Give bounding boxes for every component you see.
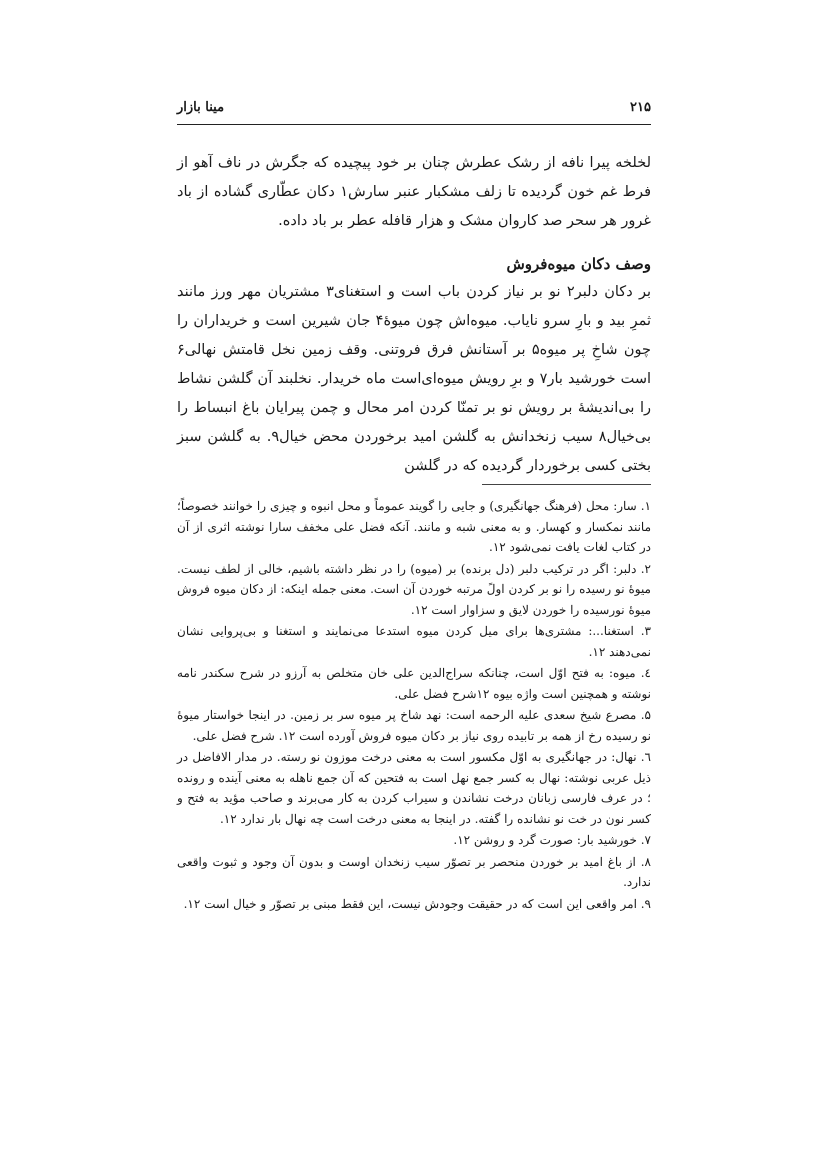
footnote-8: ۸. از باغ امید بر خوردن منحصر بر تصوّر سیب زنخدان اوست و بدون آن وجود و ثبوت واقعی ندارد. <box>177 854 651 889</box>
footnote-divider <box>482 484 651 485</box>
page-header <box>177 100 651 124</box>
footnote-5: ۵. مصرع شیخ سعدی علیه الرحمه است: نهد شاخ پر میوه سر بر زمین. در اینجا خواستار میوهٔ نو رسیده رخ از همه بر تابیده روی نیاز بر دکان میوه فروش آورده است ۱۲. شرح فضل علی. <box>177 708 651 743</box>
footnote-4: ٤. میوه: به فتح اوّل است، چنانکه سراج‌الدین علی خان متخلص به آرزو در شرح سکندر نامه نوشته و همچنین است واژه بیوه ۱۲شرح فضل علی. <box>177 666 651 701</box>
footnote-9: ۹. امر واقعی این است که در حقیقت وجودش نیست، این فقط مبنی بر تصوّر و خیال است ۱۲. <box>183 896 651 911</box>
footnote-3: ۳. استغنا...: مشتری‌ها برای میل کردن میوه استدعا می‌نمایند و استغنا و بی‌پروایی نشان نمی‌دهند ۱۲. <box>177 624 651 659</box>
section-heading: وصف دکان میوه‌فروش <box>506 255 651 273</box>
footnote-1: ۱. سار: محل (فرهنگ جهانگیری) و جایی را گویند عموماً و محل انبوه و چیزی را خوانند خصوصاً؛ مانند نمکسار و کهسار. و به معنی شبه و مانند. آنکه فضل علی مخفف سارا نوشته اثری از آن در کتاب لغات یافت نمی‌شود ۱۲. <box>177 499 651 554</box>
running-title: مینا بازار <box>177 100 225 115</box>
footnote-6: ٦. نهال: در جهانگیری به اوّل مکسور است به معنی درخت موزون نو رسته. در مدار الافاضل در ذیل عربی نوشته: نهال به کسر جمع نهل است به فتحین که آن جمع ناهله به معنی آینده و رونده ؛ در عرف فارسی زبانان درخت نشاندن و سیراب کردن به کار می‌برند و صاحب مؤید به فتح و کسر نون در خت نو نشانده را گفته. در اینجا به معنی درخت است چه نهال بار ندارد ۱۲. <box>177 750 651 826</box>
footnote-7: ۷. خورشید بار: صورت گرد و روشن ۱۲. <box>453 833 651 847</box>
header-divider <box>177 124 651 125</box>
page-number: ۲۱۵ <box>630 100 651 115</box>
paragraph-2: بر دکان دلبر۲ نو بر نیاز کردن باب است و استغنای۳ مشتریان مهر ورز مانند ثمرِ بید و بارِ سرو نایاب. میوه‌اش چون میوهٔ۴ جان شیرین است و خریداران را چون شاخِ پر میوه۵ بر آستانش فرق فروتنی. وقف زمین نخل قامتش نهالی۶ است خورشید بار۷ و برِ رویش میوه‌ای‌است ماه خریدار. نخلبند آن گلشن نشاط را بی‌اندیشهٔ بر رویش نو بر تمنّا کردن امر محال و چمن پیرایان باغ انبساط را بی‌خیال۸ سیب زنخدانش به گلشن امید برخوردن محض خیال۹. به گلشن سبز بختی کسی برخوردار گردیده که در گلشن <box>177 284 652 474</box>
footnotes <box>177 496 651 915</box>
footnote-2: ۲. دلبر: اگر در ترکیب دلبر (دل برنده) بر (میوه) را در نظر داشته باشیم، خالی از لطف نیست. میوهٔ نو رسیده را نو بر کردن اولً مرتبه خوردن آن است. معنی جمله اینکه: از دکان میوه فروش میوهٔ نورسیده را خوردن لایق و سزاوار است ۱۲. <box>177 561 651 617</box>
paragraph-1: لخلخه پیرا نافه از رشک عطرش چنان بر خود پیچیده که جگرش در ناف آهو از فرط غم خون گردیده تا زلف مشکبار عنبر سارش۱ دکان عطّاری گشاده از باد غرور هر سحر صد کاروان مشک و هزار قافله عطر بر باد داده. <box>177 155 651 229</box>
